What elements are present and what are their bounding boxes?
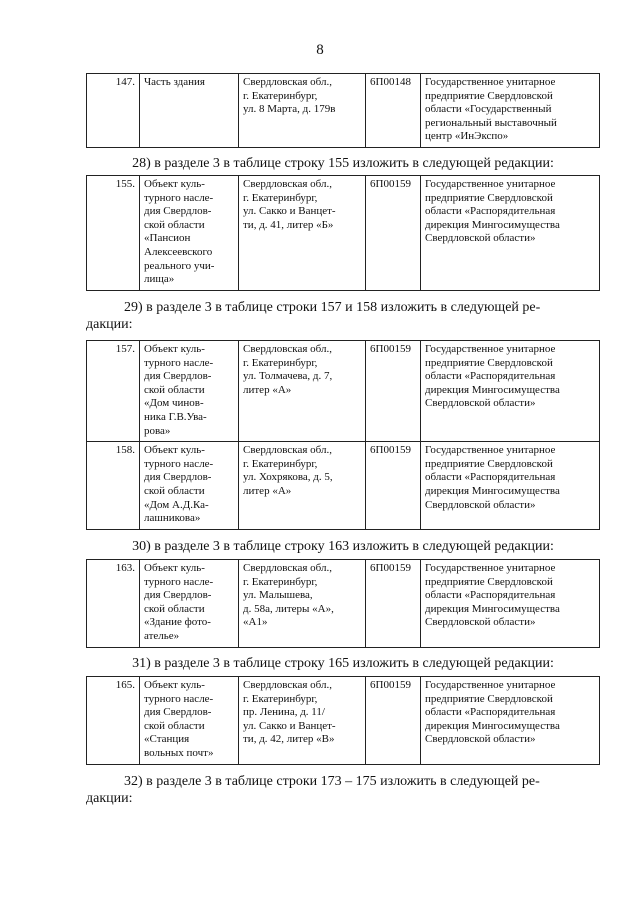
table-row-147: [86, 73, 600, 148]
object-code: 6П00159: [366, 677, 421, 765]
holder-organization: Государственное унитарное предприятие Свердловской области «Государственный региональный выставочный центр «ИнЭкспо»: [421, 74, 600, 148]
object-code: 6П00159: [366, 560, 421, 648]
object-address: Свердловская обл., г. Екатеринбург, ул. Сакко и Ванцет- ти, д. 41, литер «Б»: [239, 176, 366, 291]
table-rows-157-158: [86, 340, 600, 530]
row-number: 155.: [87, 176, 140, 291]
row-number: 165.: [87, 677, 140, 765]
table-row: [87, 74, 600, 148]
object-code: 6П00159: [366, 442, 421, 530]
table-row-163: [86, 559, 600, 648]
object-name: Часть здания: [140, 74, 239, 148]
object-address: Свердловская обл., г. Екатеринбург, пр. Ленина, д. 11/ ул. Сакко и Ванцет- ти, д. 42, литер «В»: [239, 677, 366, 765]
row-number: 147.: [87, 74, 140, 148]
object-address: Свердловская обл., г. Екатеринбург, ул. Толмачева, д. 7, литер «А»: [239, 341, 366, 442]
object-name: Объект куль- турного насле- дия Свердлов- ской области «Дом чинов- ника Г.В.Ува- рова»: [140, 341, 239, 442]
object-code: 6П00159: [366, 341, 421, 442]
object-address: Свердловская обл., г. Екатеринбург, ул. Малышева, д. 58а, литеры «А», «А1»: [239, 560, 366, 648]
holder-organization: Государственное унитарное предприятие Свердловской области «Распорядительная дирекция Мингосимущества Свердловской области»: [421, 442, 600, 530]
object-name: Объект куль- турного насле- дия Свердлов- ской области «Здание фото- ателье»: [140, 560, 239, 648]
table-row: [87, 560, 600, 648]
instruction-28: 28) в разделе 3 в таблице строку 155 изложить в следующей редакции:: [132, 156, 554, 171]
table-row: [87, 677, 600, 765]
instruction-31: 31) в разделе 3 в таблице строку 165 изложить в следующей редакции:: [132, 656, 554, 671]
instruction-30: 30) в разделе 3 в таблице строку 163 изложить в следующей редакции:: [132, 539, 554, 554]
object-name: Объект куль- турного насле- дия Свердлов- ской области «Дом А.Д.Ка- лашникова»: [140, 442, 239, 530]
object-address: Свердловская обл., г. Екатеринбург, ул. Хохрякова, д. 5, литер «А»: [239, 442, 366, 530]
holder-organization: Государственное унитарное предприятие Свердловской области «Распорядительная дирекция Мингосимущества Свердловской области»: [421, 176, 600, 291]
row-number: 158.: [87, 442, 140, 530]
object-name: Объект куль- турного насле- дия Свердлов- ской области «Пансион Алексеевского реального учи- лища»: [140, 176, 239, 291]
table-row: [87, 341, 600, 442]
table-row-155: [86, 175, 600, 291]
holder-organization: Государственное унитарное предприятие Свердловской области «Распорядительная дирекция Мингосимущества Свердловской области»: [421, 341, 600, 442]
page-number: 8: [316, 42, 324, 58]
object-address: Свердловская обл., г. Екатеринбург, ул. 8 Марта, д. 179в: [239, 74, 366, 148]
instruction-32: 32) в разделе 3 в таблице строки 173 – 175 изложить в следующей ре- дакции:: [86, 774, 540, 806]
instruction-29: 29) в разделе 3 в таблице строки 157 и 158 изложить в следующей ре- дакции:: [86, 300, 541, 332]
table-row: [87, 176, 600, 291]
table-row: [87, 442, 600, 530]
object-code: 6П00148: [366, 74, 421, 148]
table-row-165: [86, 676, 600, 765]
holder-organization: Государственное унитарное предприятие Свердловской области «Распорядительная дирекция Мингосимущества Свердловской области»: [421, 560, 600, 648]
holder-organization: Государственное унитарное предприятие Свердловской области «Распорядительная дирекция Мингосимущества Свердловской области»: [421, 677, 600, 765]
object-code: 6П00159: [366, 176, 421, 291]
object-name: Объект куль- турного насле- дия Свердлов- ской области «Станция вольных почт»: [140, 677, 239, 765]
row-number: 163.: [87, 560, 140, 648]
row-number: 157.: [87, 341, 140, 442]
